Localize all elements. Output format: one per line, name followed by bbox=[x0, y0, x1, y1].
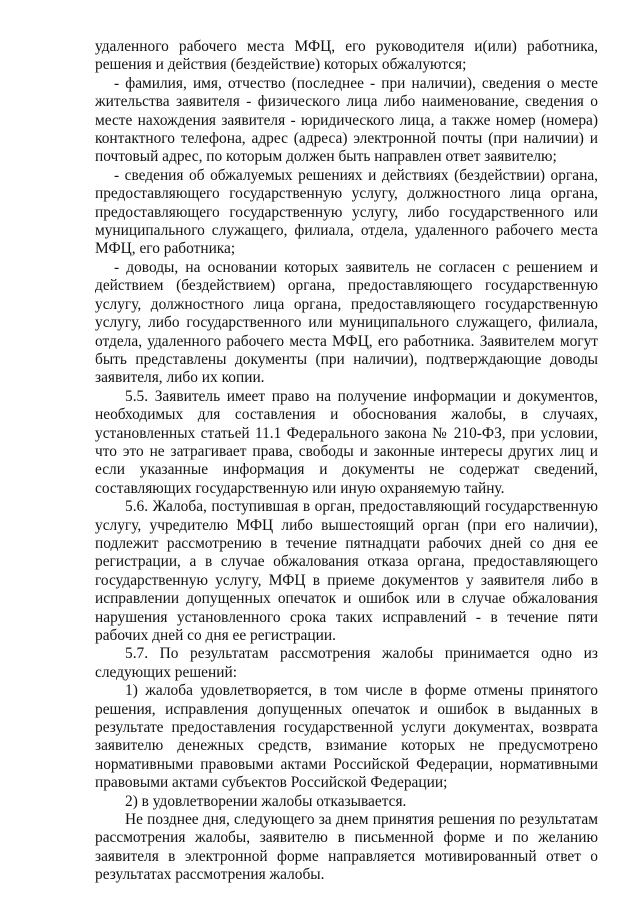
paragraph-decision-1: 1) жалоба удовлетворяется, в том числе в форме отмены принятого решения, исправления допущенных опечаток и ошибок в выданных в результате предоставления государственной услуги документах, возврата заявителю денежных средств, взимание которых не предусмотрено нормативными правовыми актами Российской Федерации, нормативными правовыми актами субъектов Российской Федерации; bbox=[95, 682, 598, 792]
document-page bbox=[95, 38, 598, 885]
paragraph-arguments: - доводы, на основании которых заявитель не согласен с решением и действием (бездействием) органа, предоставляющего государственную услугу, должностного лица органа, предоставляющего государственную услугу, либо государственного или муниципального служащего, филиала, отдела, удаленного рабочего места МФЦ, его работника. Заявителем могут быть представлены документы (при наличии), подтверждающие доводы заявителя, либо их копии. bbox=[95, 258, 598, 387]
paragraph-complaint-subject: удаленного рабочего места МФЦ, его руководителя и(или) работника, решения и действия (бездействие) которых обжалуются; bbox=[95, 38, 598, 74]
paragraph-section-5-5: 5.5. Заявитель имеет право на получение информации и документов, необходимых для составления и обоснования жалобы, в случаях, установленных статьей 11.1 Федерального закона № 210-ФЗ, при условии, что это не затрагивает права, свободы и законные интересы других лиц и если указанные информация и документы не содержат сведений, составляющих государственную или иную охраняемую тайну. bbox=[95, 387, 598, 497]
paragraph-response-deadline: Не позднее дня, следующего за днем принятия решения по результатам рассмотрения жалобы, заявителю в письменной форме и по желанию заявителя в электронной форме направляется мотивированный ответ о результатах рассмотрения жалобы. bbox=[95, 811, 598, 884]
paragraph-section-5-6: 5.6. Жалоба, поступившая в орган, предоставляющий государственную услугу, учредителю МФЦ либо вышестоящий орган (при его наличии), подлежит рассмотрению в течение пятнадцати рабочих дней со дня ее регистрации, а в случае обжалования отказа органа, предоставляющего государственную услугу, МФЦ в приеме документов у заявителя либо в исправлении допущенных опечаток и ошибок или в случае обжалования нарушения установленного срока таких исправлений - в течение пяти рабочих дней со дня ее регистрации. bbox=[95, 498, 598, 644]
paragraph-section-5-7: 5.7. По результатам рассмотрения жалобы принимается одно из следующих решений: bbox=[95, 645, 598, 681]
paragraph-appealed-decisions: - сведения об обжалуемых решениях и действиях (бездействии) органа, предоставляющего государственную услугу, должностного лица органа, предоставляющего государственную услугу, либо государственного или муниципального служащего, филиала, отдела, удаленного рабочего места МФЦ, его работника; bbox=[95, 166, 598, 258]
paragraph-applicant-details: - фамилия, имя, отчество (последнее - при наличии), сведения о месте жительства заявителя - физического лица либо наименование, сведения о месте нахождения заявителя - юридического лица, а также номер (номера) контактного телефона, адрес (адреса) электронной почты (при наличии) и почтовый адрес, по которым должен быть направлен ответ заявителю; bbox=[95, 74, 598, 166]
paragraph-decision-2: 2) в удовлетворении жалобы отказывается. bbox=[125, 792, 407, 810]
